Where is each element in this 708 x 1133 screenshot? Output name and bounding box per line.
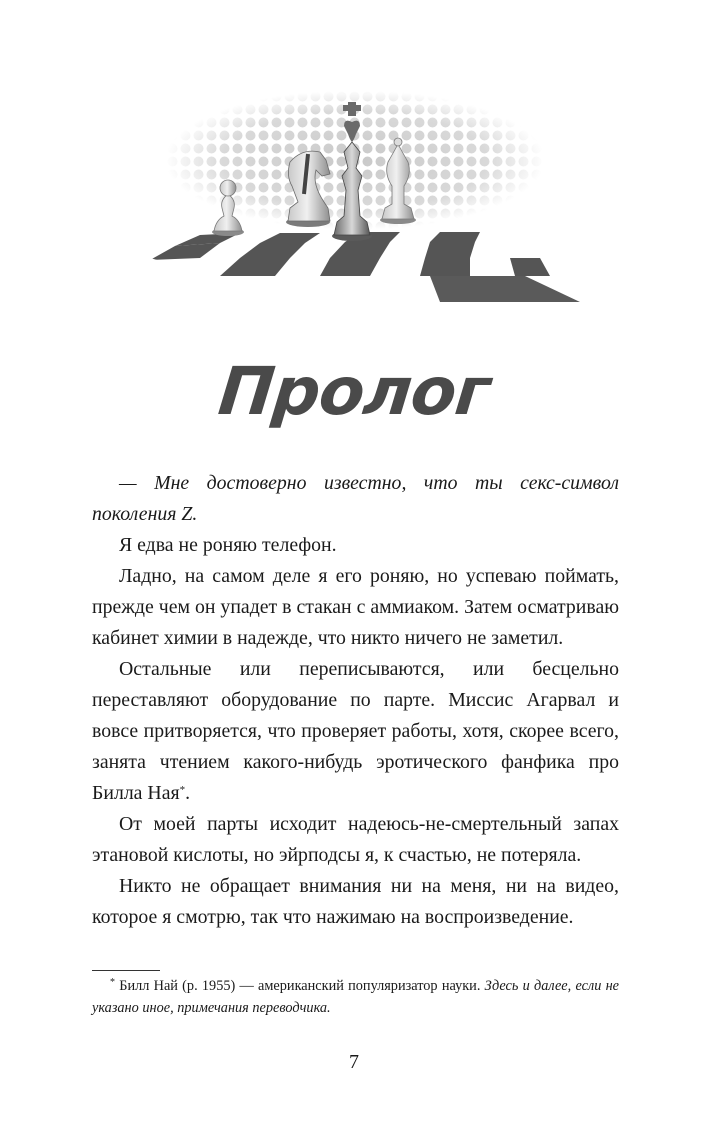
- paragraph: — Мне достоверно известно, что ты секс-символ поколения Z.: [92, 472, 619, 525]
- paragraph-end: .: [185, 782, 191, 804]
- paragraph: Я едва не роняю телефон.: [119, 534, 337, 556]
- chapter-title: Пролог: [215, 353, 494, 430]
- footnote-marker: *: [110, 977, 115, 988]
- paragraph: Никто не обращает внимания ни на меня, ни на видео, которое я смотрю, так что нажимаю на воспроизведение.: [92, 875, 619, 928]
- footnote-marker: *: [179, 784, 186, 796]
- page-number: 7: [349, 1051, 359, 1073]
- body-text: [92, 468, 619, 933]
- chess-illustration: [140, 90, 600, 305]
- paragraph: От моей парты исходит надеюсь-не-смертельный запах этановой кислоты, но эйрподсы я, к счастью, не потеряла.: [92, 813, 619, 866]
- footnote-italic-text: Здесь и далее, если не указано иное, примечания переводчика.: [92, 978, 620, 1016]
- footnote-text: Билл Най (р. 1955) — американский популяризатор науки.: [119, 978, 481, 994]
- paragraph: Ладно, на самом деле я его роняю, но успеваю поймать, прежде чем он упадет в стакан с аммиаком. Затем осматриваю кабинет химии в надежде, что никто ничего не заметил.: [92, 565, 619, 649]
- footnote-divider: [92, 970, 160, 971]
- paragraph: [92, 654, 619, 809]
- footnote: [92, 972, 619, 1019]
- paragraph-text: Остальные или переписываются, или бесцельно переставляют оборудование по парте. Миссис Агарвал и вовсе притворяется, что проверяет работы, хотя, скорее всего, занята чтением какого-нибудь эротического фанфика про Билла Ная: [92, 658, 619, 804]
